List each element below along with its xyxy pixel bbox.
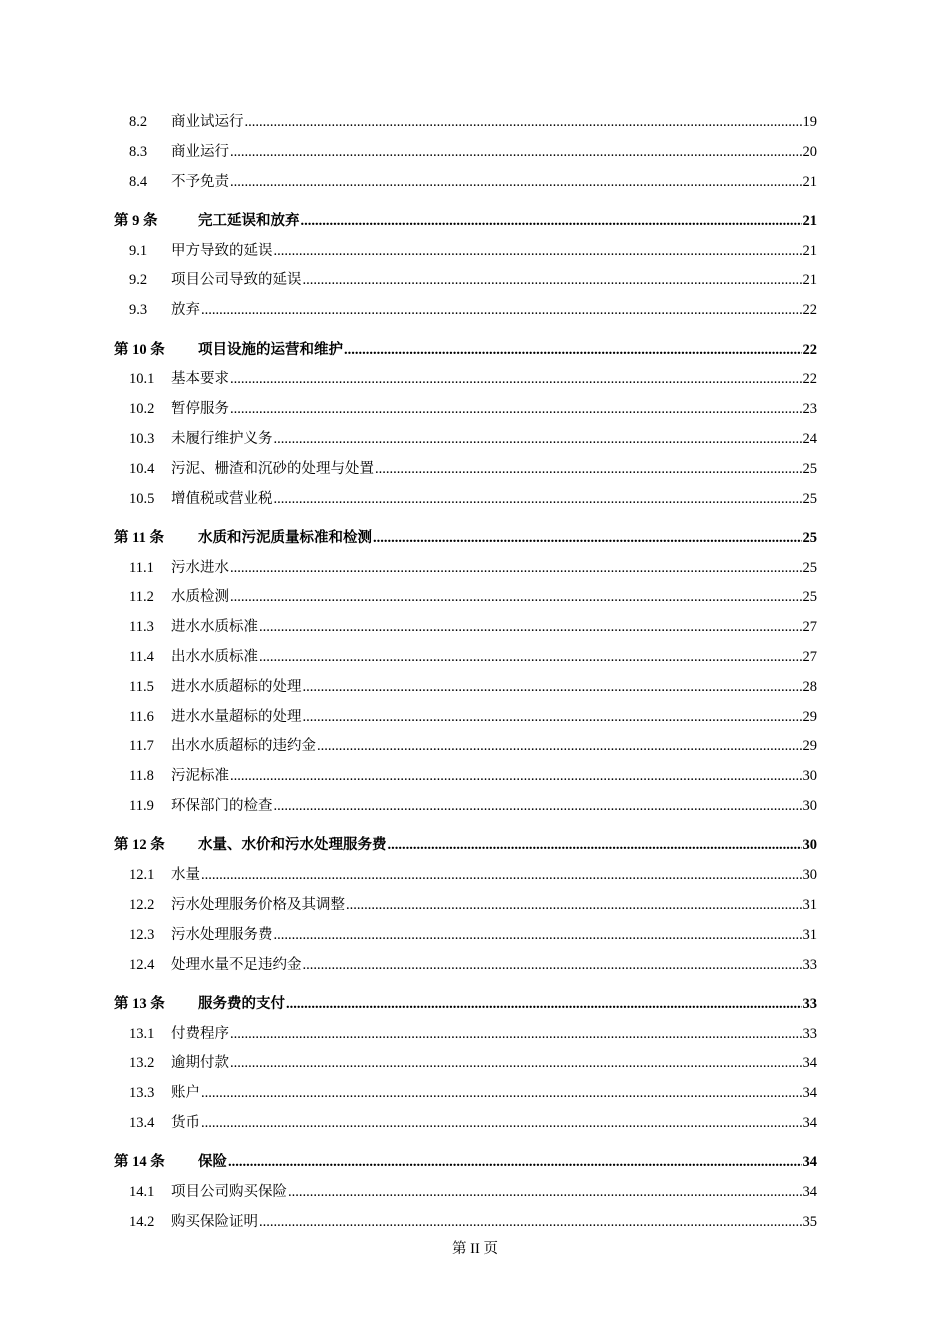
- toc-leader-dots: [346, 897, 802, 914]
- toc-leader-dots: [344, 342, 802, 359]
- toc-section-entry[interactable]: [114, 893, 817, 923]
- toc-chapter-entry[interactable]: [114, 833, 817, 863]
- toc-leader-dots: [274, 491, 802, 508]
- toc-entry-title: 进水水质标准: [171, 619, 258, 636]
- toc-entry-page-number: 29: [802, 738, 817, 755]
- toc-entry-page-number: 22: [802, 302, 817, 319]
- toc-entry-number: 第 13 条: [114, 995, 165, 1012]
- toc-leader-dots: [259, 619, 802, 636]
- toc-entry-number: 11.9: [129, 798, 154, 815]
- toc-entry-title: 进水水量超标的处理: [171, 708, 302, 725]
- toc-leader-dots: [303, 709, 802, 726]
- toc-entry-page-number: 20: [802, 143, 817, 160]
- toc-section-entry[interactable]: [114, 615, 817, 645]
- toc-entry-number: 13.2: [129, 1055, 155, 1072]
- toc-entry-title: 放弃: [171, 302, 200, 319]
- toc-entry-title: 水量: [171, 867, 200, 884]
- toc-section-entry[interactable]: [114, 397, 817, 427]
- toc-entry-page-number: 30: [802, 867, 817, 884]
- toc-entry-number: 11.5: [129, 678, 154, 695]
- toc-entry-title: 水质检测: [171, 589, 229, 606]
- toc-entry-title: 商业试运行: [171, 114, 244, 130]
- toc-entry-page-number: 34: [802, 1184, 817, 1201]
- toc-section-entry[interactable]: [114, 585, 817, 615]
- toc-section-entry[interactable]: [114, 487, 817, 517]
- toc-entry-number: 13.3: [129, 1085, 155, 1102]
- toc-entry-number: 12.4: [129, 956, 155, 973]
- toc-entry-title: 账户: [171, 1085, 200, 1102]
- toc-entry-number: 10.5: [129, 490, 155, 507]
- toc-section-entry[interactable]: [114, 863, 817, 893]
- toc-entry-number: 10.4: [129, 460, 155, 477]
- toc-entry-title: 污泥、栅渣和沉砂的处理与处置: [171, 460, 374, 477]
- toc-entry-number: 10.2: [129, 401, 155, 418]
- toc-entry-title: 项目公司购买保险: [171, 1184, 287, 1201]
- toc-entry-number: 13.1: [129, 1025, 155, 1042]
- toc-entry-title: 污水处理服务价格及其调整: [171, 896, 345, 913]
- toc-entry-page-number: 30: [802, 798, 817, 815]
- toc-leader-dots: [230, 768, 802, 785]
- toc-section-entry[interactable]: [114, 170, 817, 200]
- toc-entry-page-number: 22: [802, 371, 817, 388]
- toc-leader-dots: [230, 174, 802, 191]
- toc-section-entry[interactable]: [114, 734, 817, 764]
- toc-leader-dots: [245, 114, 802, 131]
- toc-entry-title: 出水水质标准: [171, 649, 258, 666]
- toc-entry-title: 服务费的支付: [198, 995, 285, 1012]
- toc-leader-dots: [388, 837, 802, 854]
- toc-section-entry[interactable]: [114, 1051, 817, 1081]
- toc-entry-number: 11.7: [129, 738, 154, 755]
- toc-entry-page-number: 31: [802, 896, 817, 913]
- toc-entry-page-number: 34: [802, 1154, 817, 1171]
- toc-entry-page-number: 31: [802, 926, 817, 943]
- toc-entry-title: 项目设施的运营和维护: [198, 341, 343, 358]
- toc-leader-dots: [303, 272, 802, 289]
- toc-leader-dots: [230, 1055, 802, 1072]
- toc-section-entry[interactable]: [114, 764, 817, 794]
- toc-section-entry[interactable]: [114, 268, 817, 298]
- toc-section-entry[interactable]: [114, 645, 817, 675]
- toc-entry-title: 水量、水价和污水处理服务费: [198, 837, 387, 854]
- toc-entry-title: 保险: [198, 1154, 227, 1171]
- toc-section-entry[interactable]: [114, 1210, 817, 1240]
- toc-entry-page-number: 23: [802, 401, 817, 418]
- toc-chapter-entry[interactable]: [114, 338, 817, 368]
- toc-entry-page-number: 33: [802, 1025, 817, 1042]
- toc-entry-page-number: 28: [802, 678, 817, 695]
- toc-entry-page-number: 34: [802, 1085, 817, 1102]
- toc-entry-page-number: 27: [802, 649, 817, 666]
- toc-section-entry[interactable]: [114, 298, 817, 328]
- toc-leader-dots: [375, 461, 802, 478]
- toc-entry-number: 12.1: [129, 867, 155, 884]
- toc-entry-number: 10.1: [129, 371, 155, 388]
- toc-entry-page-number: 30: [802, 768, 817, 785]
- toc-entry-number: 11.2: [129, 589, 154, 606]
- toc-leader-dots: [301, 213, 802, 230]
- toc-leader-dots: [230, 589, 802, 606]
- toc-entry-number: 第 14 条: [114, 1154, 165, 1171]
- toc-entry-number: 11.6: [129, 708, 154, 725]
- toc-entry-page-number: 27: [802, 619, 817, 636]
- toc-entry-number: 8.3: [129, 143, 148, 160]
- toc-entry-page-number: 25: [802, 529, 817, 546]
- toc-entry-number: 9.2: [129, 272, 148, 289]
- toc-entry-page-number: 33: [802, 995, 817, 1012]
- toc-entry-page-number: 24: [802, 430, 817, 447]
- toc-entry-number: 13.4: [129, 1115, 155, 1131]
- toc-section-entry[interactable]: [114, 427, 817, 457]
- toc-leader-dots: [274, 243, 802, 260]
- toc-entry-page-number: 25: [802, 589, 817, 606]
- toc-leader-dots: [303, 679, 802, 696]
- toc-entry-number: 第 11 条: [114, 529, 164, 546]
- toc-leader-dots: [230, 371, 802, 388]
- toc-entry-page-number: 21: [802, 173, 817, 190]
- toc-leader-dots: [303, 957, 802, 974]
- toc-leader-dots: [230, 1026, 802, 1043]
- toc-leader-dots: [274, 431, 802, 448]
- toc-entry-number: 9.1: [129, 242, 148, 259]
- toc-entry-title: 水质和污泥质量标准和检测: [198, 529, 372, 546]
- toc-leader-dots: [201, 1085, 802, 1102]
- toc-entry-title: 项目公司导致的延误: [171, 272, 302, 289]
- toc-section-entry[interactable]: [114, 923, 817, 953]
- toc-entry-page-number: 33: [802, 956, 817, 973]
- toc-leader-dots: [259, 1214, 802, 1231]
- toc-entry-title: 环保部门的检查: [171, 798, 273, 815]
- toc-entry-number: 8.2: [129, 114, 148, 130]
- toc-leader-dots: [201, 867, 802, 884]
- toc-entry-title: 付费程序: [171, 1025, 229, 1042]
- toc-entry-title: 污水处理服务费: [171, 926, 273, 943]
- toc-leader-dots: [201, 1115, 802, 1132]
- toc-chapter-entry[interactable]: [114, 526, 817, 556]
- toc-entry-page-number: 25: [802, 490, 817, 507]
- toc-entry-number: 12.3: [129, 926, 155, 943]
- toc-entry-page-number: 25: [802, 460, 817, 477]
- toc-entry-title: 商业运行: [171, 143, 229, 160]
- toc-entry-title: 进水水质超标的处理: [171, 678, 302, 695]
- toc-leader-dots: [274, 927, 802, 944]
- toc-leader-dots: [230, 560, 802, 577]
- toc-entry-page-number: 21: [802, 272, 817, 289]
- toc-entry-number: 12.2: [129, 896, 155, 913]
- toc-section-entry[interactable]: [114, 110, 817, 140]
- toc-entry-page-number: 30: [802, 837, 817, 854]
- page-footer: 第 II 页: [452, 1241, 498, 1257]
- toc-entry-title: 购买保险证明: [171, 1213, 258, 1230]
- toc-chapter-entry[interactable]: [114, 992, 817, 1022]
- toc-entry-title: 未履行维护义务: [171, 430, 273, 447]
- toc-chapter-entry[interactable]: [114, 209, 817, 239]
- toc-entry-title: 货币: [171, 1115, 200, 1131]
- toc-entry-title: 基本要求: [171, 371, 229, 388]
- toc-entry-title: 不予免责: [171, 173, 229, 190]
- toc-leader-dots: [288, 1184, 802, 1201]
- table-of-contents: [114, 110, 817, 1240]
- toc-entry-title: 污水进水: [171, 559, 229, 576]
- toc-section-entry[interactable]: [114, 1111, 817, 1141]
- toc-entry-page-number: 19: [802, 114, 817, 130]
- toc-section-entry[interactable]: [114, 1022, 817, 1052]
- toc-leader-dots: [259, 649, 802, 666]
- toc-entry-title: 出水水质超标的违约金: [171, 738, 316, 755]
- toc-entry-title: 处理水量不足违约金: [171, 956, 302, 973]
- toc-leader-dots: [274, 798, 802, 815]
- toc-entry-page-number: 34: [802, 1055, 817, 1072]
- toc-leader-dots: [230, 144, 802, 161]
- toc-entry-page-number: 35: [802, 1213, 817, 1230]
- toc-section-entry[interactable]: [114, 953, 817, 983]
- toc-leader-dots: [201, 302, 802, 319]
- toc-entry-page-number: 29: [802, 708, 817, 725]
- toc-entry-number: 14.1: [129, 1184, 155, 1201]
- toc-section-entry[interactable]: [114, 1081, 817, 1111]
- toc-entry-title: 增值税或营业税: [171, 490, 273, 507]
- toc-leader-dots: [228, 1154, 802, 1171]
- toc-entry-title: 甲方导致的延误: [171, 242, 273, 259]
- toc-entry-number: 8.4: [129, 173, 148, 190]
- toc-entry-page-number: 34: [802, 1115, 817, 1131]
- toc-section-entry[interactable]: [114, 239, 817, 269]
- toc-section-entry[interactable]: [114, 140, 817, 170]
- toc-leader-dots: [317, 738, 802, 755]
- toc-leader-dots: [373, 530, 802, 547]
- toc-leader-dots: [230, 401, 802, 418]
- toc-entry-number: 11.4: [129, 649, 154, 666]
- toc-entry-page-number: 25: [802, 559, 817, 576]
- toc-entry-number: 11.8: [129, 768, 154, 785]
- toc-section-entry[interactable]: [114, 367, 817, 397]
- toc-entry-number: 第 10 条: [114, 341, 165, 358]
- toc-section-entry[interactable]: [114, 1180, 817, 1210]
- toc-entry-page-number: 21: [802, 212, 817, 229]
- toc-entry-title: 暂停服务: [171, 401, 229, 418]
- toc-chapter-entry[interactable]: [114, 1150, 817, 1180]
- toc-section-entry[interactable]: [114, 675, 817, 705]
- toc-entry-number: 9.3: [129, 302, 148, 319]
- toc-section-entry[interactable]: [114, 705, 817, 735]
- toc-entry-page-number: 21: [802, 242, 817, 259]
- toc-entry-number: 11.3: [129, 619, 154, 636]
- toc-entry-page-number: 22: [802, 341, 817, 358]
- toc-section-entry[interactable]: [114, 556, 817, 586]
- toc-section-entry[interactable]: [114, 457, 817, 487]
- toc-entry-number: 14.2: [129, 1213, 155, 1230]
- toc-entry-number: 11.1: [129, 559, 154, 576]
- toc-leader-dots: [286, 996, 802, 1013]
- toc-entry-number: 10.3: [129, 430, 155, 447]
- toc-entry-title: 污泥标准: [171, 768, 229, 785]
- toc-section-entry[interactable]: [114, 794, 817, 824]
- toc-entry-number: 第 9 条: [114, 212, 158, 229]
- toc-entry-title: 完工延误和放弃: [198, 212, 300, 229]
- toc-entry-title: 逾期付款: [171, 1055, 229, 1072]
- toc-entry-number: 第 12 条: [114, 837, 165, 854]
